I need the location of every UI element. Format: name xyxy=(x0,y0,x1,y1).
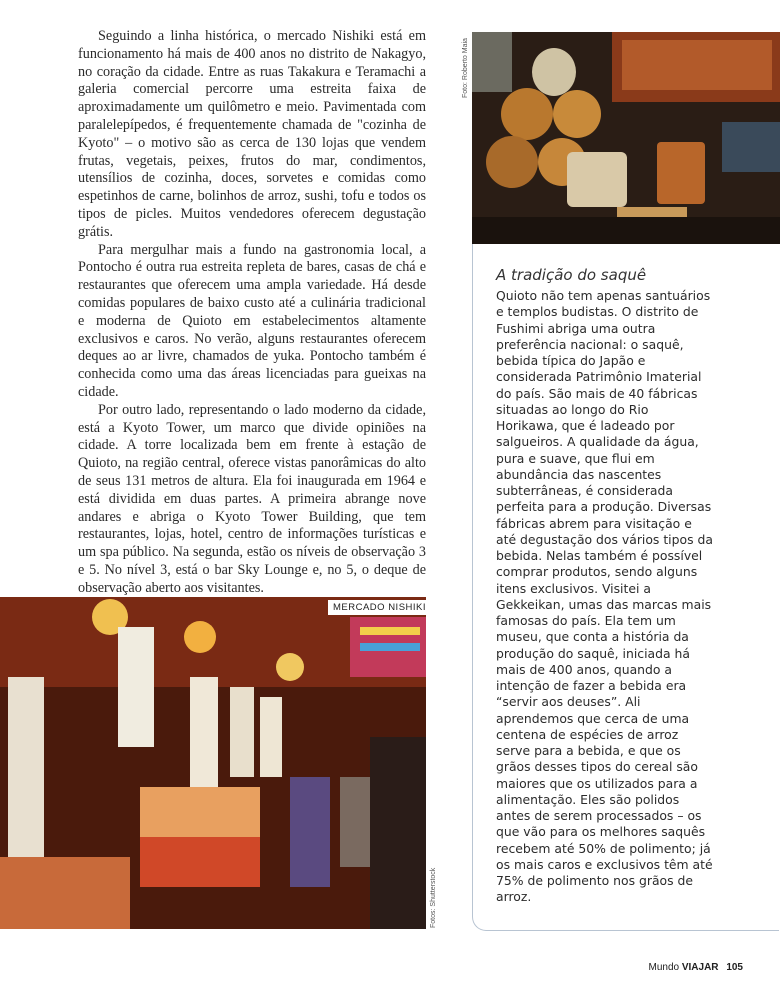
article-paragraph-3: Por outro lado, representando o lado moderno da cidade, está a Kyoto Tower, um marco que divide opiniões na cidade. A torre localizada bem em frente à estação de Quioto, na região central, oferece vistas panorâmicas do alto de seus 131 metros de altura. Ela foi inaugurada em 1964 e está dividida em duas partes. A primeira abrange nove andares e abriga o Kyoto Tower Building, que tem restaurantes, lojas, hotel, centro de informações turísticas e um spa público. Na segunda, estão os níveis de observação 3 e 5. No nível 3, está o bar Sky Lounge e, no 5, o deque de observação aberto aos visitantes. xyxy=(78,401,426,596)
sake-barrels-photo xyxy=(472,32,780,244)
footer-brand: VIAJAR xyxy=(681,962,719,973)
sidebar-text: Quioto não tem apenas santuários e templos budistas. O distrito de Fushimi abriga uma outra preferência nacional: o saquê, bebida típica do Japão e considerada Patrimônio Imaterial do país. São mais de 40 fábricas situadas ao longo do Rio Horikawa, que é ladeado por salgueiros. A qualidade da água, pura e suave, que flui em abundância das nascentes subterrâneas, é considerada perfeita para a produção. Diversas fábricas abrem para visitação e até degustação dos vários tipos da bebida. Nelas também é possível comprar produtos, sendo alguns itens exclusivos. Visitei a Gekkeikan, umas das marcas mais famosas do país. Ela tem um museu, que conta a história da produção do saquê, iniciada há mais de 400 anos, quando a intenção de fazer a bebida era “servir aos deuses”. Ali aprendemos que cerca de uma centena de espécies de arroz serve para a bebida, e que os grãos desses tipos do cereal são maiores que os utilizados para a alimentação. Eles são polidos antes de serem processados – os que vão para os melhores saquês recebem até 50% de polimento; já os mais caros e exclusivos têm até 75% de polimento nos grãos de arroz. xyxy=(496,288,713,905)
sake-photo-credit: Foto: Roberto Maia xyxy=(462,38,469,98)
market-photo-credit: Fotos: Shutterstock xyxy=(430,867,437,928)
sake-sidebar-box xyxy=(472,244,779,931)
page-footer xyxy=(648,962,743,973)
article-paragraph-2: Para mergulhar mais a fundo na gastronomia local, a Pontocho é outra rua estreita repleta de bares, casas de chá e restaurantes que oferecem uma ampla variedade. Há desde comidas populares de baixo custo até a culinária tradicional e moderna de Quioto em estabelecimentos altamente exclusivos e caros. No verão, alguns restaurantes oferecem deques ao ar livre, chamados de yuka. Pontocho também é conhecida como uma das áreas licenciadas para gueixas na cidade. xyxy=(78,241,426,400)
article-paragraph-1: Seguindo a linha histórica, o mercado Nishiki está em funcionamento há mais de 400 anos no distrito de Nakagyo, no coração da cidade. Entre as ruas Takakura e Teramachi a galeria comercial percorre uma estreita faixa de aproximadamente um quilômetro e meio. Pavimentada com paralelepípedos, é frequentemente chamada de "cozinha de Kyoto" – o motivo são as cerca de 130 lojas que vendem frutas, vegetais, peixes, frutos do mar, condimentos, utensílios de cozinha, doces, sorvetes e comidas como espetinhos de carne, bolinhos de arroz, sushi, tofu e todos os tipos de picles. Muitos vendedores oferecem degustação grátis. xyxy=(78,28,426,240)
page-number: 105 xyxy=(726,962,743,973)
market-photo-label: MERCADO NISHIKI xyxy=(328,600,431,615)
article-body xyxy=(78,28,426,598)
nishiki-market-photo xyxy=(0,597,426,929)
sidebar-title: A tradição do saquê xyxy=(496,266,647,284)
footer-prefix: Mundo xyxy=(648,962,680,973)
